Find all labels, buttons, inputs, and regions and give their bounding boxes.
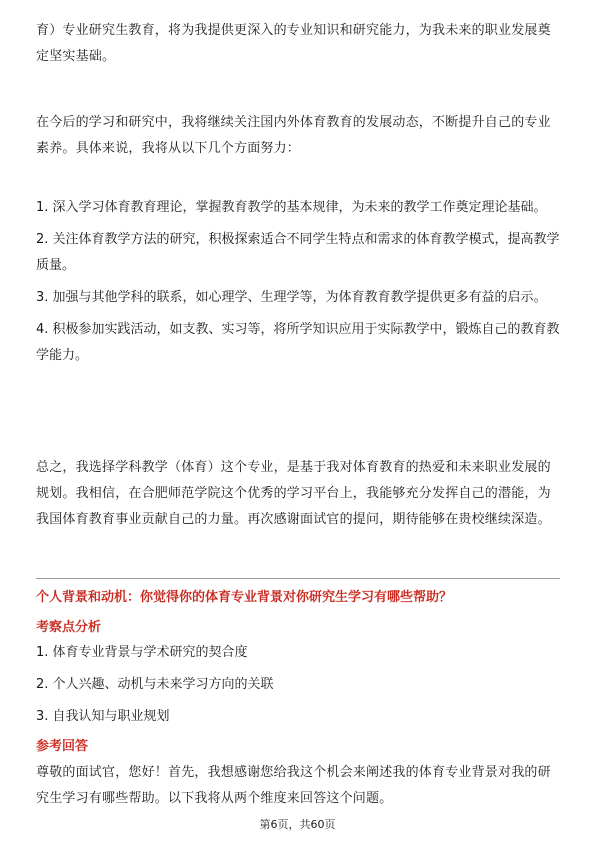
analysis-title: 考察点分析 — [36, 620, 102, 635]
list-item: 3. 加强与其他学科的联系，如心理学、生理学等，为体育教育教学提供更多有益的启示。 — [36, 290, 547, 305]
page-number-footer: 第6页，共60页 — [259, 818, 336, 831]
paragraph-conclusion: 总之，我选择学科教学（体育）这个专业，是基于我对体育教育的热爱和未来职业发展的规划。我相信，在合肥师范学院这个优秀的学习平台上，我能够充分发挥自己的潜能，为我国体育教育事业贡献自己的力量。再次感谢面试官的提问，期待能够在贵校继续深造。 — [36, 460, 551, 527]
list-item: 4. 积极参加实践活动，如支教、实习等，将所学知识应用于实际教学中，锻炼自己的教育教学能力。 — [36, 322, 560, 363]
list-item: 3. 自我认知与职业规划 — [36, 709, 170, 724]
paragraph-future-plans: 在今后的学习和研究中，我将继续关注国内外体育教育的发展动态，不断提升自己的专业素养。具体来说，我将从以下几个方面努力： — [36, 115, 551, 156]
list-item: 1. 体育专业背景与学术研究的契合度 — [36, 645, 248, 660]
list-item: 2. 个人兴趣、动机与未来学习方向的关联 — [36, 677, 274, 692]
answer-title: 参考回答 — [36, 739, 89, 754]
paragraph-intro-continued: 育）专业研究生教育，将为我提供更深入的专业知识和研究能力，为我未来的职业发展奠定坚实基础。 — [36, 23, 551, 64]
list-item: 1. 深入学习体育教育理论，掌握教育教学的基本规律，为未来的教学工作奠定理论基础。 — [36, 200, 547, 215]
list-item: 2. 关注体育教学方法的研究，积极探索适合不同学生特点和需求的体育教学模式，提高教学质量。 — [36, 232, 560, 273]
paragraph-answer: 尊敬的面试官，您好！首先，我想感谢您给我这个机会来阐述我的体育专业背景对我的研究生学习有哪些帮助。以下我将从两个维度来回答这个问题。 — [36, 765, 551, 806]
analysis-list — [36, 643, 560, 739]
section-divider — [36, 578, 560, 579]
interview-question: 个人背景和动机：你觉得你的体育专业背景对你研究生学习有哪些帮助？ — [36, 590, 453, 605]
effort-list — [36, 195, 560, 375]
